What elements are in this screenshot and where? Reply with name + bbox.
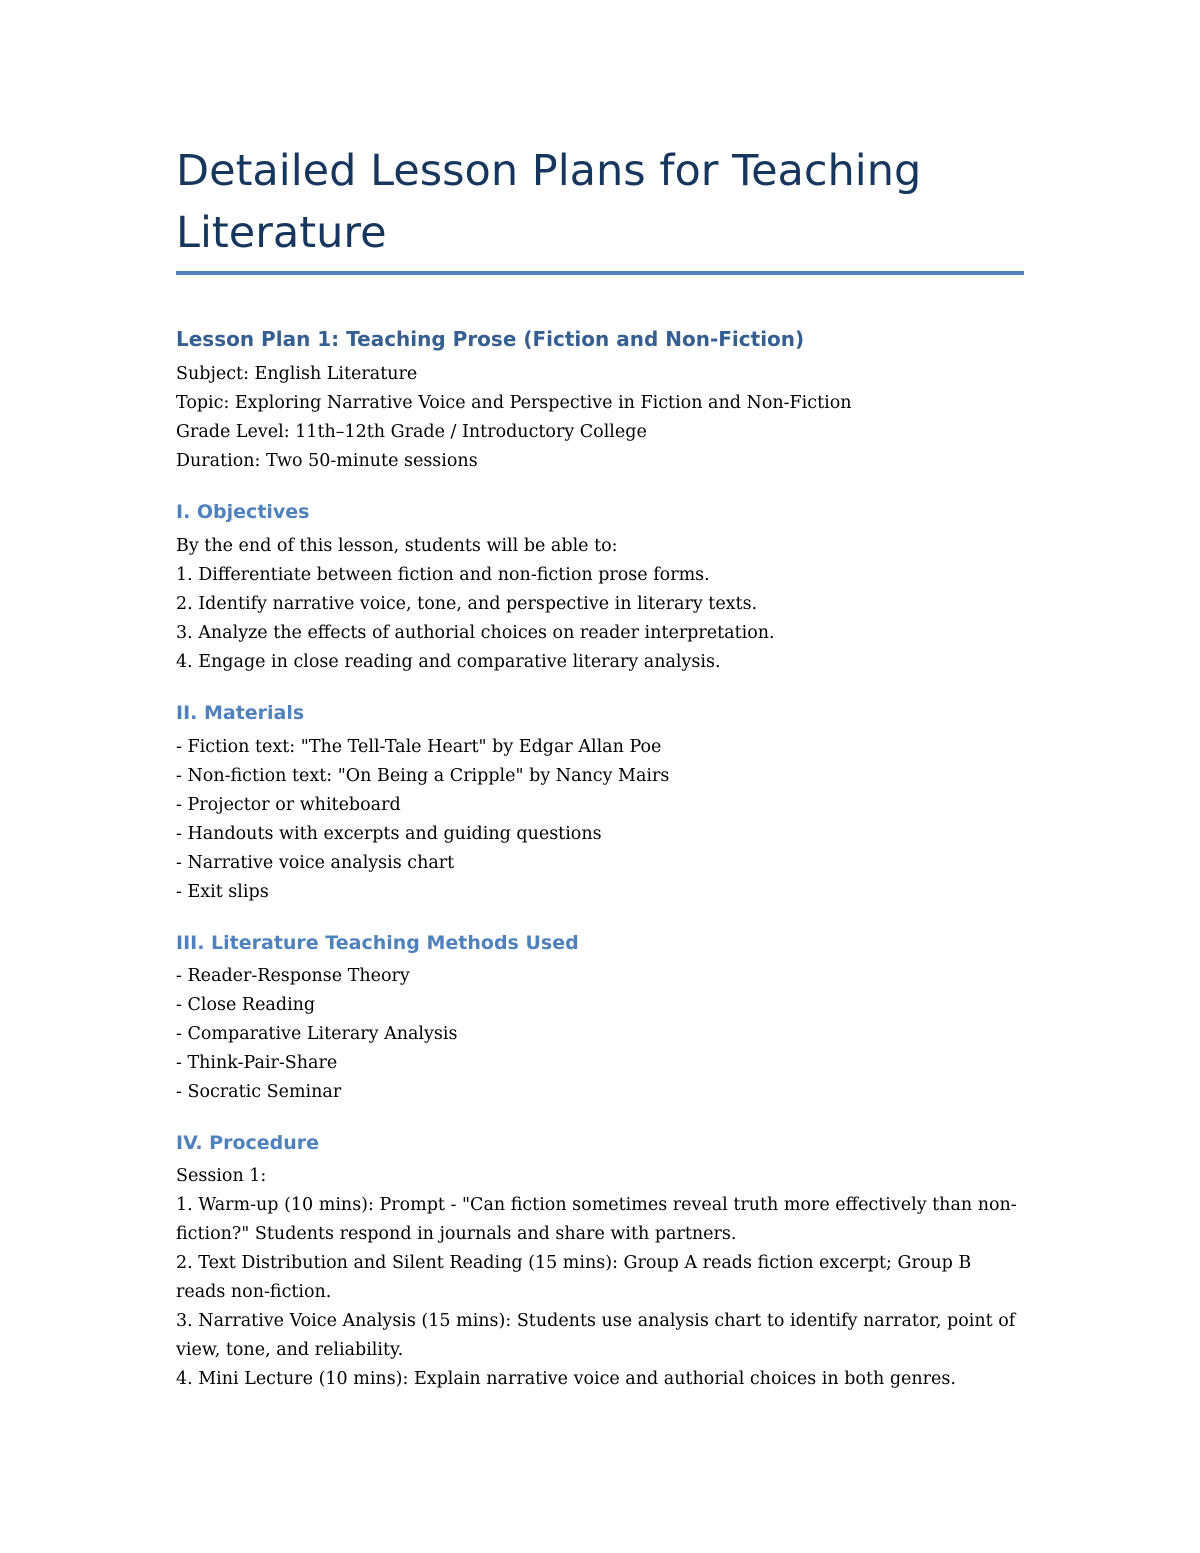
material-item: - Non-fiction text: "On Being a Cripple" by Nancy Mairs (176, 766, 670, 786)
method-item: - Comparative Literary Analysis (176, 1024, 458, 1044)
objectives-heading: I. Objectives (176, 501, 310, 523)
material-item: - Projector or whiteboard (176, 795, 401, 815)
procedure-step: 3. Narrative Voice Analysis (15 mins): Students use analysis chart to identify narrator, point of view, tone, and reliability. (176, 1311, 1016, 1360)
method-item: - Reader-Response Theory (176, 966, 410, 986)
procedure-step: 4. Mini Lecture (10 mins): Explain narrative voice and authorial choices in both genres. (176, 1369, 956, 1389)
method-item: - Close Reading (176, 995, 316, 1015)
objective-item: 3. Analyze the effects of authorial choices on reader interpretation. (176, 623, 775, 643)
objective-item: 1. Differentiate between fiction and non-fiction prose forms. (176, 565, 710, 585)
material-item: - Handouts with excerpts and guiding questions (176, 824, 602, 844)
session-label: Session 1: (176, 1166, 267, 1186)
objectives-list (176, 532, 1026, 677)
procedure-list (176, 1162, 1026, 1394)
title-underline (176, 271, 1024, 275)
materials-heading: II. Materials (176, 702, 305, 724)
procedure-heading: IV. Procedure (176, 1132, 320, 1154)
lesson-heading: Lesson Plan 1: Teaching Prose (Fiction and Non-Fiction) (176, 327, 805, 351)
procedure-step: 2. Text Distribution and Silent Reading (15 mins): Group A reads fiction excerpt; Group B reads non-fiction. (176, 1253, 972, 1302)
objective-item: 4. Engage in close reading and comparative literary analysis. (176, 652, 721, 672)
objective-item: 2. Identify narrative voice, tone, and perspective in literary texts. (176, 594, 758, 614)
methods-list (176, 962, 1026, 1107)
meta-duration: Duration: Two 50-minute sessions (176, 451, 478, 471)
material-item: - Fiction text: "The Tell-Tale Heart" by Edgar Allan Poe (176, 737, 662, 757)
methods-heading: III. Literature Teaching Methods Used (176, 932, 579, 954)
material-item: - Exit slips (176, 882, 269, 902)
material-item: - Narrative voice analysis chart (176, 853, 455, 873)
method-item: - Think-Pair-Share (176, 1053, 338, 1073)
procedure-step: 1. Warm-up (10 mins): Prompt - "Can fiction sometimes reveal truth more effectively than non-fiction?" Students respond in journals and share with partners. (176, 1195, 1017, 1244)
materials-list (176, 733, 1026, 907)
meta-topic: Topic: Exploring Narrative Voice and Perspective in Fiction and Non-Fiction (176, 393, 852, 413)
meta-subject: Subject: English Literature (176, 364, 418, 384)
lesson-meta (176, 360, 1026, 476)
meta-grade-level: Grade Level: 11th–12th Grade / Introductory College (176, 422, 647, 442)
document-title: Detailed Lesson Plans for Teaching Literature (176, 146, 922, 258)
method-item: - Socratic Seminar (176, 1082, 342, 1102)
objectives-intro: By the end of this lesson, students will be able to: (176, 536, 618, 556)
